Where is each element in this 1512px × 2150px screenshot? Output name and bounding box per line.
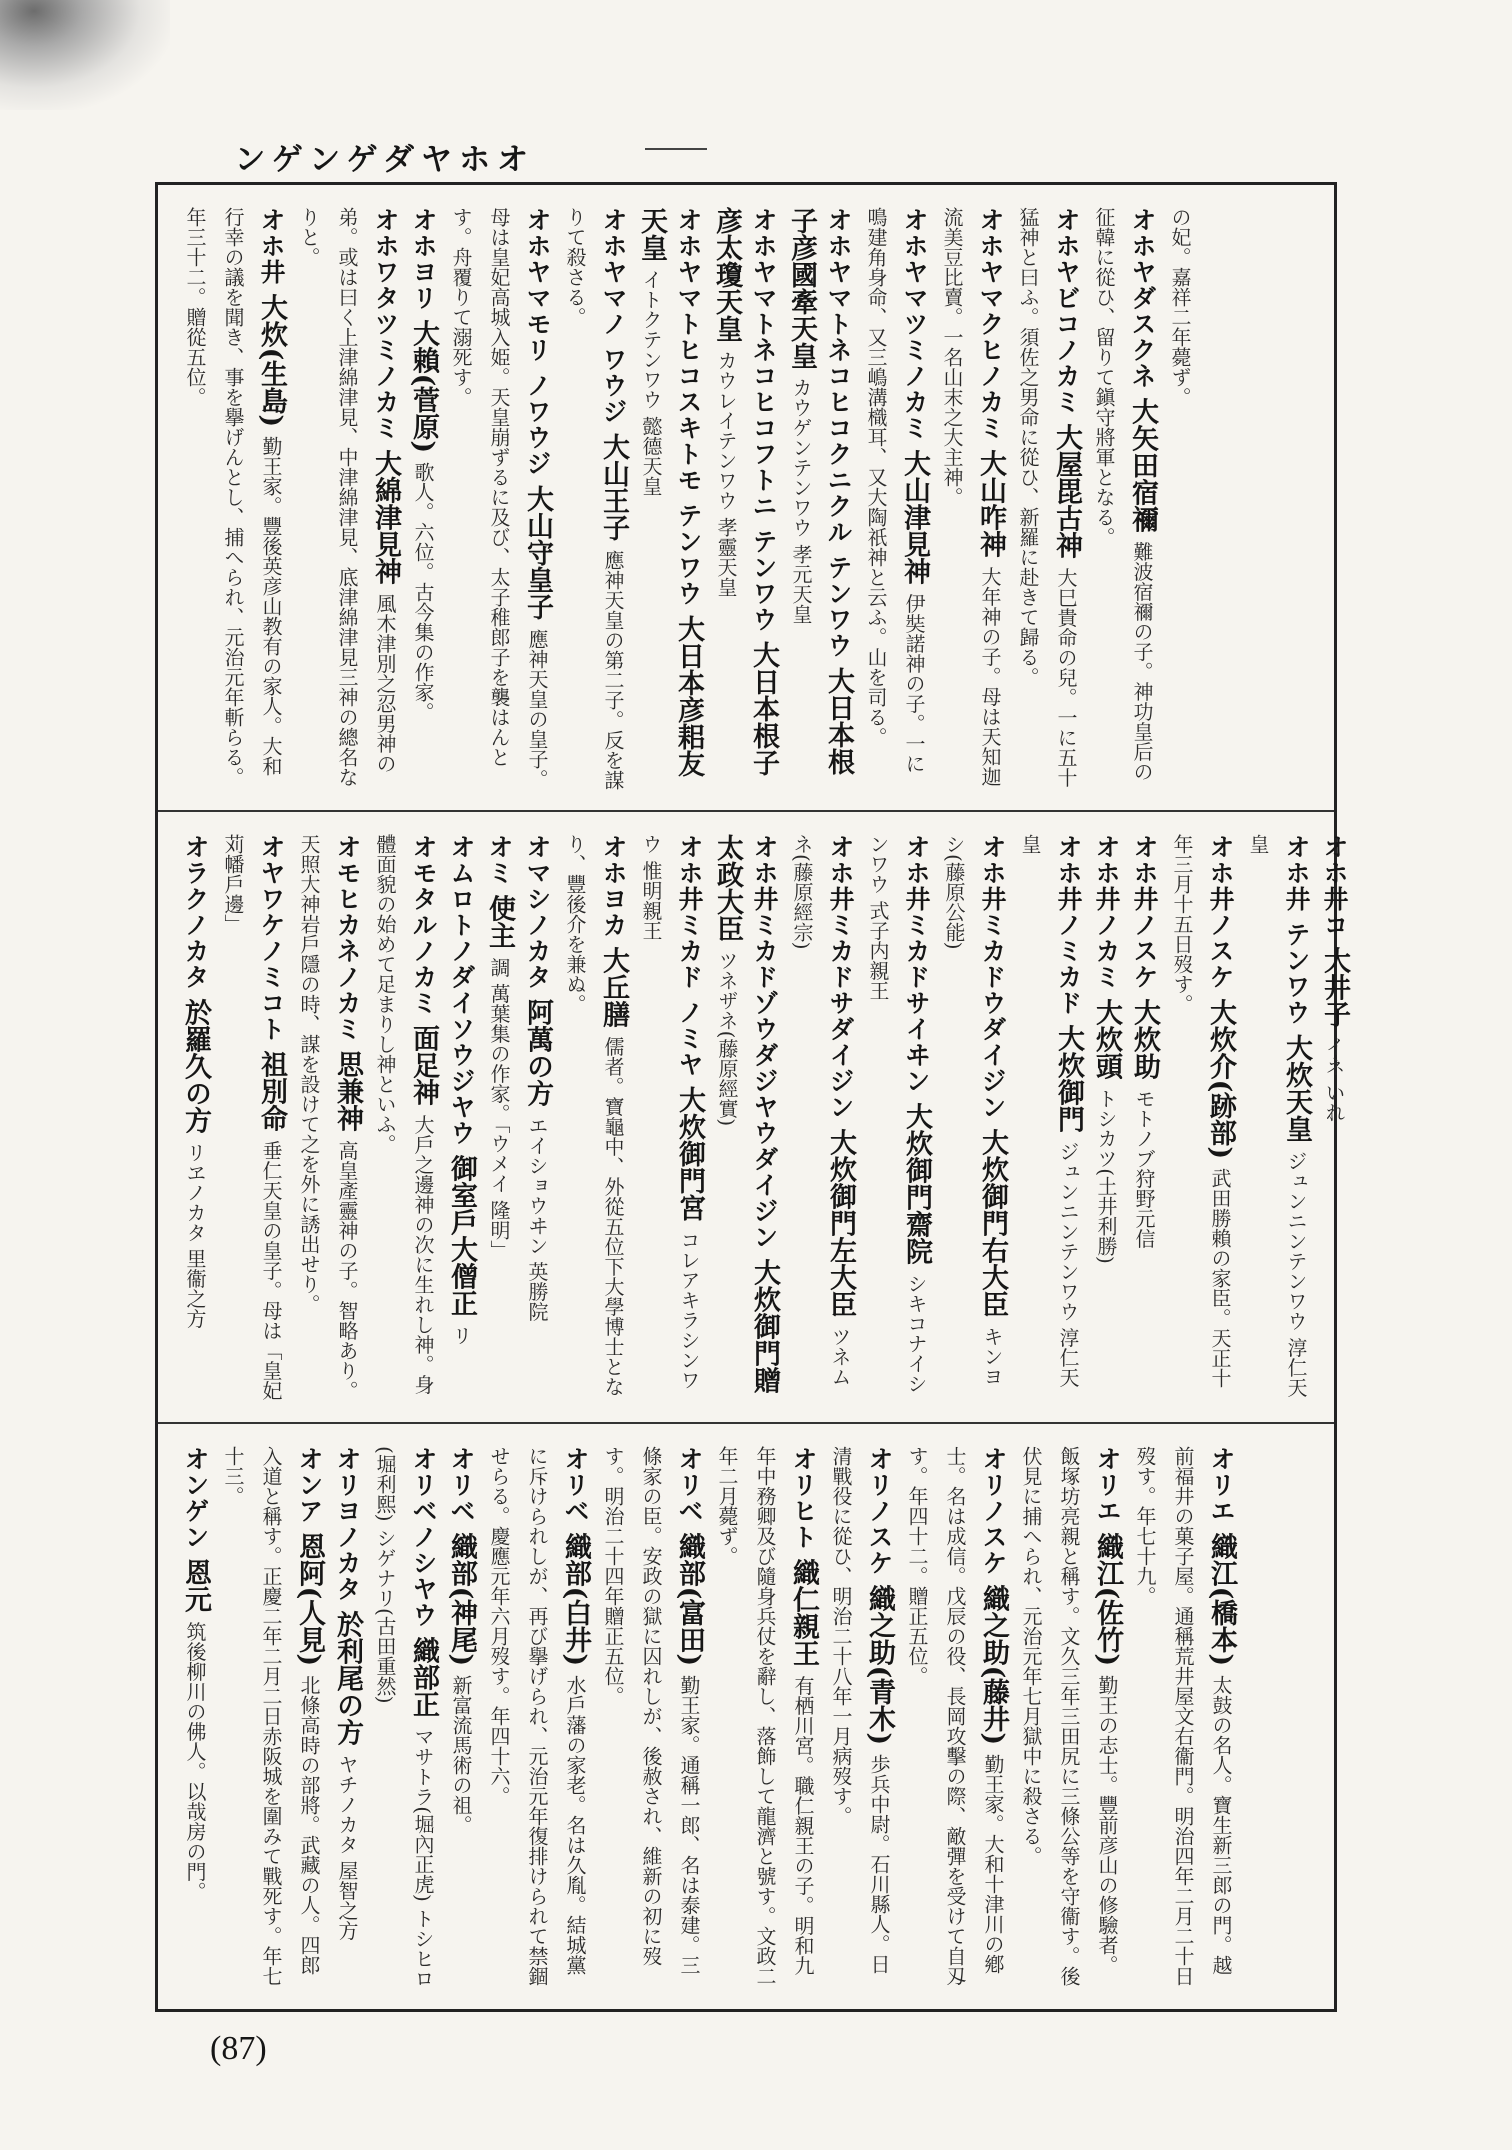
entry-reading: オンゲン: [181, 1446, 210, 1550]
entry-headword: 大炊御門贈太政大臣: [712, 834, 780, 1394]
entry-reading: オホ井ミカドゾウダジヤウダイジン: [750, 834, 779, 1250]
entry-section-middle: [158, 810, 1350, 1424]
entry-description: イトクテンワウ 懿德天皇: [639, 269, 663, 496]
dictionary-entry: [707, 207, 782, 792]
dictionary-entry: [933, 207, 1009, 792]
entry-reading: オリベノシヤウ: [409, 1446, 438, 1628]
entry-headword: 大日本根子彦國牽天皇: [786, 207, 854, 776]
entry-headword: 大綿津見神: [370, 449, 401, 585]
entry-reading: オリベ: [447, 1446, 476, 1524]
entry-description: 水戶藩の家老。名は久胤。結城黨に斥けられしが、再び擧げられ、元治元年復排けられて禁錮せらる。慶應元年六月歿す。年四十六。: [487, 1446, 587, 1986]
entry-reading: オホヤダスクネ: [1128, 207, 1157, 389]
dictionary-entry: [632, 207, 707, 792]
entry-description: 調 萬葉集の作家。「ウメイ 隆明」: [487, 957, 511, 1260]
entry-reading: オマシノカタ: [523, 834, 552, 990]
entry-reading: オホヤマノ ワウジ: [599, 207, 628, 425]
entry-headword: 大炊(生島): [256, 293, 287, 428]
dictionary-entry: [1009, 207, 1085, 792]
entry-description: シキコナイシンワウ 式子内親王: [866, 834, 928, 1394]
entry-reading: オリエ: [1093, 1446, 1122, 1524]
entry-headword: 大山王子: [598, 433, 629, 542]
entry-reading: オホ井ミカドウダイジン: [978, 834, 1007, 1120]
entry-reading: オホ井ノスケ: [1130, 834, 1159, 990]
dictionary-entry: [556, 834, 632, 1406]
dictionary-entry: [898, 1446, 1012, 1993]
entry-headword: 大日本根子彦太瓊天皇: [711, 207, 779, 777]
entry-description: 勤王家。通稱一郎、名は泰建。三條家の臣。安政の獄に囚れしが、後赦され、維新の初に歿す。明治二十四年贈正五位。: [601, 1446, 701, 1975]
entry-description: 應神天皇の第二子。反を謀りて殺さる。: [563, 207, 625, 790]
dictionary-entry: [290, 834, 366, 1406]
entry-headword: 使主: [484, 894, 515, 949]
entry-description: リヱノカタ 里衞之方: [183, 1142, 207, 1329]
entry-headword: 織部(神尾): [446, 1532, 477, 1667]
entry-reading: オリヒト: [789, 1446, 818, 1550]
entry-reading: オホ井ノミカド: [1054, 834, 1083, 1016]
entry-headword: 織江(佐竹): [1092, 1532, 1123, 1667]
entry-headword: 大賴(菅原): [408, 319, 439, 454]
entry-description: 太鼓の名人。寶生新三郎の門。越前福井の菓子屋。通稱荒井屋文右衞門。明治四年二月二十日歿す。年七十九。: [1133, 1446, 1233, 1986]
entry-headword: 御室戶大僧正: [446, 1154, 477, 1317]
entry-description: 伊奘諾神の子。一に鳴建角身命、又三嶋溝樴耳、又大陶祇神と云ふ。山を司る。: [864, 207, 926, 774]
entry-reading: オラクノカタ: [181, 834, 210, 990]
entry-description: 有栖川宮。職仁親王の子。明和九年中務卿及び隨身兵仗を辭し、落飾して龍濟と號す。文政二年二月薨ず。: [715, 1446, 815, 1986]
entry-description: 風木津別之忍男神の弟。或は曰く上津綿津見、中津綿津見、底津綿津見三神の總名なりと。: [297, 207, 397, 787]
entry-description: 新富流馬術の祖。: [449, 1674, 473, 1835]
entry-headword: 思兼神: [332, 1050, 363, 1132]
entry-description: イネ いれ: [1322, 1036, 1346, 1123]
dictionary-entry: [594, 1446, 708, 1993]
dictionary-entry: [176, 834, 214, 1406]
dictionary-entry: [328, 1446, 366, 1993]
entry-headword: 於利尾の方: [332, 1610, 363, 1746]
entry-description: キンヨシ(藤原公能): [942, 834, 1004, 1387]
entry-headword: 織之助(青木): [864, 1584, 895, 1746]
dictionary-entry: [1011, 834, 1087, 1406]
dictionary-entry: [404, 207, 442, 792]
entry-headword: 恩元: [180, 1558, 211, 1613]
entry-description: エイショウヰン 英勝院: [525, 1115, 549, 1322]
entry-description: リ: [449, 1325, 473, 1346]
entry-description: コレアキラシンワウ 惟明親王: [639, 834, 701, 1390]
dictionary-entry: [442, 1446, 480, 1993]
entry-reading: オモタルノカミ: [409, 834, 438, 1016]
dictionary-entry: [857, 207, 933, 792]
entry-reading: オリベ: [675, 1446, 704, 1524]
entry-headword: 面足神: [408, 1024, 439, 1106]
entry-headword: 大炊天皇: [1281, 1034, 1312, 1143]
entry-description: 歌人。六位。古今集の作家。: [411, 461, 435, 722]
entry-headword: 織部正: [408, 1636, 439, 1718]
dictionary-entry: [176, 207, 290, 792]
dictionary-entry: [859, 834, 935, 1406]
entry-description: 大戶之邊神の次に生れし神。身體面貌の始めて足まりし神といふ。: [373, 834, 435, 1395]
entry-reading: オホ井ノスケ: [1206, 834, 1235, 990]
entry-headword: 大日本彦耜友天皇: [636, 207, 704, 778]
dictionary-entry: [935, 834, 1011, 1406]
dictionary-entry: [366, 834, 442, 1406]
entry-reading: オホヤマツミノカミ: [900, 207, 929, 441]
entry-description: ヤチノカタ 屋智之方: [335, 1754, 359, 1941]
entry-reading: オミ: [485, 834, 514, 886]
entry-section-bottom: [158, 1422, 1334, 2011]
entry-reading: オリヨノカタ: [333, 1446, 362, 1602]
entry-headword: 大炊介(跡部): [1205, 998, 1236, 1160]
entry-reading: オホ井 テンワウ: [1282, 834, 1311, 1026]
entry-description: ジュンニンテンワウ 淳仁天皇: [1018, 834, 1080, 1388]
dictionary-entry: [556, 207, 632, 792]
dictionary-entry: [176, 1446, 214, 1993]
entry-headword: 織之助(藤井): [978, 1584, 1009, 1746]
dictionary-entry: [214, 834, 290, 1406]
entry-description: カウゲンテンワウ 孝元天皇: [789, 377, 813, 624]
entry-description: 難波宿禰の子。神功皇后の征韓に從ひ、留りて鎭守將軍となる。: [1092, 207, 1154, 782]
entry-description: トシカツ(土井利勝): [1094, 1088, 1118, 1264]
dictionary-entry: [782, 207, 857, 792]
entry-reading: オホ井ミカド ノミヤ: [675, 834, 704, 1078]
entry-description: 高皇產靈神の子。智略あり。天照大神岩戶隱の時、謀を設けて之を外に誘出せり。: [297, 834, 359, 1401]
entry-reading: オホヤマモリ ノワウジ: [523, 207, 552, 477]
entry-description: 勤王の志士。豐前彦山の修驗者。飯塚坊亮親と稱す。文久三年三田尻に三條公等を守衞す。後伏見に捕へられ、元治元年七月獄中に殺さる。: [1019, 1446, 1119, 1986]
entry-headword: 大炊助: [1129, 998, 1160, 1080]
dictionary-entry: [290, 207, 404, 792]
running-head: オホヤダゲンゲン: [234, 142, 535, 178]
entry-reading: オモヒカネノカミ: [333, 834, 362, 1042]
entry-headword: 織部(白井): [560, 1532, 591, 1667]
entry-headword: 大炊御門: [1053, 1024, 1084, 1133]
entry-headword: 大丘膳: [598, 946, 629, 1028]
entry-reading: オリノスケ: [865, 1446, 894, 1576]
entry-reading: オホヨリ: [409, 207, 438, 311]
entry-description: ツネムネ(藤原經宗): [790, 834, 852, 1387]
entry-description: ツネザネ(藤原經實): [715, 950, 739, 1127]
entry-headword: 於羅久の方: [180, 998, 211, 1134]
dictionary-entry: [1125, 834, 1163, 1406]
entry-headword: 織仁親王: [788, 1558, 819, 1667]
scan-corner-stain: [0, 0, 170, 110]
entry-headword: 大井子: [1319, 946, 1350, 1028]
entry-reading: オホヤマトネコヒコフトニ テンワウ: [749, 207, 778, 633]
entry-reading: オホヤマトネコヒコクニクル テンワウ: [824, 207, 853, 659]
entry-reading: オヤワケノミコト: [257, 834, 286, 1042]
entry-description: 北條高時の部將。武藏の人。四郎入道と稱す。正慶二年二月二日赤阪城を圍みて戰死す。年七十三。: [221, 1446, 321, 1986]
entry-description: 歩兵中尉。石川縣人。日清戰役に從ひ、明治二十八年一月病歿す。: [829, 1446, 891, 1974]
entry-reading: オホ井ミカドサダイジン: [826, 834, 855, 1120]
entry-description: 筑後柳川の佛人。以哉房の門。: [183, 1621, 207, 1902]
entry-headword: 大矢田宿禰: [1127, 397, 1158, 533]
dictionary-entry: [1161, 207, 1199, 792]
page-frame: [155, 182, 1350, 2012]
entry-description: カウレイテンワウ 孝靈天皇: [714, 350, 738, 597]
dictionary-entry: [214, 1446, 328, 1993]
dictionary-entry: [518, 834, 556, 1406]
entry-reading: オリノスケ: [979, 1446, 1008, 1576]
entry-reading: オホ井ミカドサイヰン: [902, 834, 931, 1094]
entry-description: 垂仁天皇の皇子。母は「皇妃苅幡戶邊」: [221, 834, 283, 1401]
entry-reading: オホワタツミノカミ: [371, 207, 400, 441]
entry-description: 大巳貴命の兒。一に五十猛神と曰ふ。須佐之男命に從ひ、新羅に赴きて歸る。: [1016, 207, 1078, 788]
dictionary-entry: [442, 207, 556, 792]
entry-reading: オリベ: [561, 1446, 590, 1524]
entry-headword: 大炊御門右大臣: [977, 1128, 1008, 1318]
dictionary-entry: [708, 1446, 822, 1993]
dictionary-entry: [1085, 207, 1161, 792]
entry-section-top: [158, 185, 1334, 810]
entry-headword: 大山津見神: [899, 449, 930, 585]
dictionary-entry: [442, 834, 480, 1406]
entry-headword: 祖別命: [256, 1050, 287, 1132]
entry-headword: 恩阿(人見): [294, 1532, 325, 1667]
entry-headword: 大炊御門左大臣: [825, 1128, 856, 1318]
dictionary-entry: [632, 834, 708, 1406]
dictionary-entry: [366, 1446, 442, 1993]
dictionary-entry: [480, 1446, 594, 1993]
entry-headword: 大山守皇子: [522, 485, 553, 621]
entry-description: 大年神の子。母は天知迦流美豆比賣。一名山末之大主神。: [940, 207, 1002, 787]
page-number: (87): [210, 2030, 267, 2067]
entry-reading: オホヤマクヒノカミ: [976, 207, 1005, 441]
entry-headword: 織江(橋本): [1206, 1532, 1237, 1667]
entry-description: 勤王家。豐後英彦山教有の家人。大和行幸の議を聞き、事を擧げんとし、捕へられ、元治元年斬らる。年三十二。贈從五位。: [183, 207, 283, 787]
entry-description: マサトラ(堀內正虎) トシヒロ(堀利熙) シゲナリ(古田重然): [373, 1446, 435, 1989]
dictionary-entry: [783, 834, 859, 1406]
entry-description: 勤王家。大和十津川の鄕士。名は成信。戊辰の役、長岡攻擊の際、敵彈を受けて自刄す。年四十二。贈正五位。: [905, 1446, 1005, 1986]
entry-headword: 大炊御門齋院: [901, 1102, 932, 1265]
entry-headword: 阿萬の方: [522, 998, 553, 1107]
dictionary-entry: [1087, 834, 1125, 1406]
entry-headword: 織部(富田): [674, 1532, 705, 1667]
entry-reading: オムロトノダイソウジヤウ: [447, 834, 476, 1146]
dictionary-entry: [1315, 834, 1353, 1406]
entry-headword: 大山咋神: [975, 449, 1006, 558]
dictionary-entry: [708, 834, 783, 1406]
header-rule: [645, 148, 707, 150]
entry-description: の妃。嘉祥二年薨ず。: [1168, 207, 1192, 407]
entry-description: ジュンニンテンワウ 淳仁天皇: [1246, 834, 1308, 1398]
dictionary-entry: [822, 1446, 898, 1993]
entry-description: 儒者。寶龜中、外從五位下大學博士となり、豐後介を兼ぬ。: [563, 834, 625, 1397]
dictionary-entry: [480, 834, 518, 1406]
entry-reading: オホ井: [257, 207, 286, 285]
entry-reading: オホヤマトヒコスキトモ テンワウ: [674, 207, 703, 607]
entry-headword: 大炊御門宮: [674, 1086, 705, 1222]
dictionary-entry: [1239, 834, 1315, 1406]
entry-reading: オホ井コ: [1320, 834, 1349, 938]
entry-reading: オンア: [295, 1446, 324, 1524]
entry-reading: オホヤビコノカミ: [1052, 207, 1081, 415]
entry-description: 應神天皇の皇子。母は皇妃高城入姫。天皇崩ずるに及び、太子稚郎子を襲はんとす。舟覆りて溺死す。: [449, 207, 549, 789]
entry-reading: オリエ: [1207, 1446, 1236, 1524]
dictionary-entry: [1163, 834, 1239, 1406]
entry-headword: 大炊頭: [1091, 998, 1122, 1080]
entry-reading: オホヨカ: [599, 834, 628, 938]
entry-reading: オホ井ノカミ: [1092, 834, 1121, 990]
entry-description: モトノブ狩野元信: [1132, 1088, 1156, 1249]
entry-headword: 大屋毘古神: [1051, 423, 1082, 559]
entry-description: 武田勝賴の家臣。天正十年三月十五日歿す。: [1170, 834, 1232, 1388]
dictionary-entry: [1012, 1446, 1126, 1993]
dictionary-entry: [1126, 1446, 1240, 1993]
